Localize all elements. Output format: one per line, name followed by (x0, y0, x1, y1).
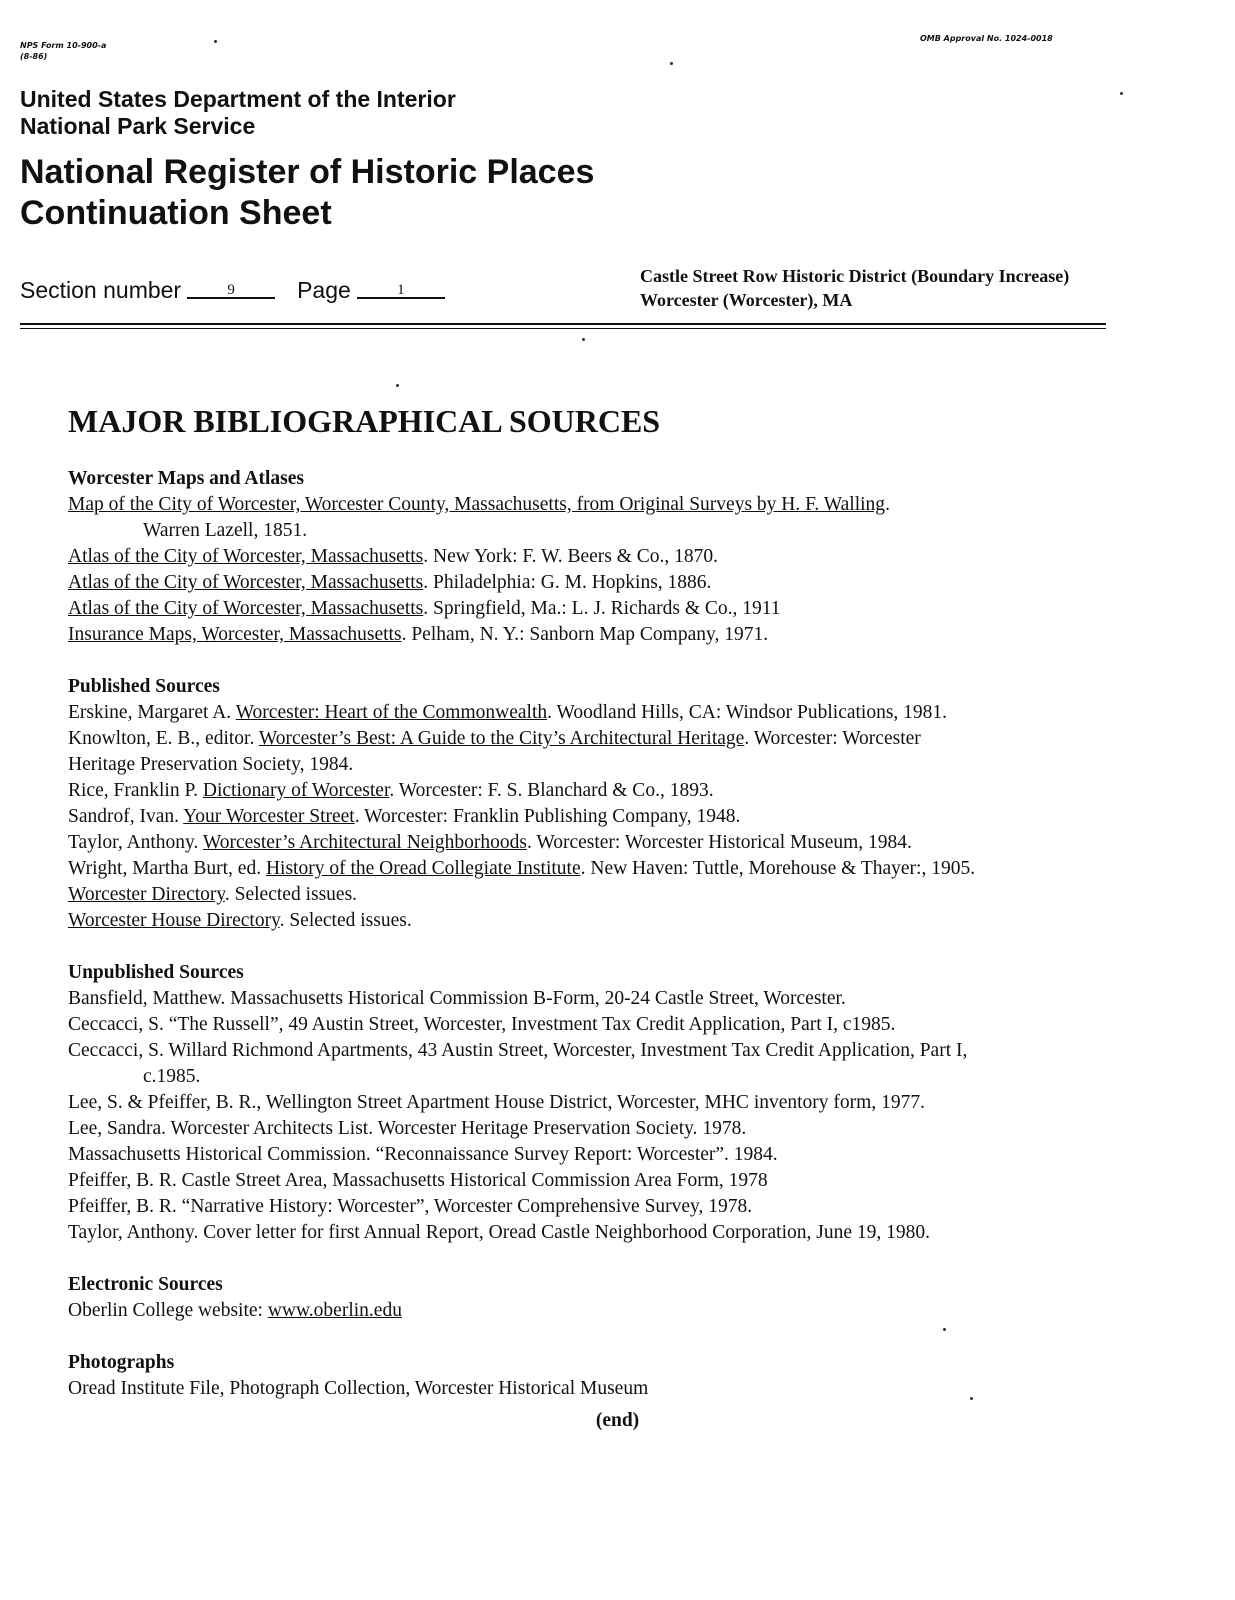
maps-section (68, 466, 1148, 648)
list-item: Pfeiffer, B. R. “Narrative History: Worcester”, Worcester Comprehensive Survey, 1978. (68, 1196, 753, 1217)
form-number (20, 40, 106, 62)
section-heading: Worcester Maps and Atlases (68, 468, 304, 489)
list-item: Ceccacci, S. “The Russell”, 49 Austin Street, Worcester, Investment Tax Credit Application, Part I, c1985. (68, 1014, 896, 1035)
list-item: Erskine, Margaret A. Worcester: Heart of the Commonwealth. Woodland Hills, CA: Windsor Publications, 1981. (68, 702, 948, 723)
scan-speck (970, 1397, 973, 1400)
section-heading: Unpublished Sources (68, 962, 244, 983)
section-page-row (20, 277, 445, 304)
header-rule-thin (20, 328, 1106, 329)
scan-speck (1120, 92, 1123, 95)
citation-title: Atlas of the City of Worcester, Massachusetts (68, 572, 424, 593)
form-title-line1: National Register of Historic Places (20, 153, 595, 191)
form-number-line2: (8-86) (20, 52, 48, 61)
list-item: Lee, Sandra. Worcester Architects List. Worcester Heritage Preservation Society. 1978. (68, 1118, 747, 1139)
list-item: Ceccacci, S. Willard Richmond Apartments, 43 Austin Street, Worcester, Investment Tax Credit Application, Part I, (68, 1040, 968, 1061)
unpublished-section (68, 960, 1148, 1246)
list-item: Lee, S. & Pfeiffer, B. R., Wellington Street Apartment House District, Worcester, MHC inventory form, 1977. (68, 1092, 925, 1113)
agency-name: National Park Service (20, 113, 256, 139)
list-item: Map of the City of Worcester, Worcester County, Massachusetts, from Original Surveys by H. F. Walling. (68, 494, 890, 515)
list-item: Taylor, Anthony. Cover letter for first Annual Report, Oread Castle Neighborhood Corporation, June 19, 1980. (68, 1222, 931, 1243)
list-item: Rice, Franklin P. Dictionary of Worcester. Worcester: F. S. Blanchard & Co., 1893. (68, 780, 714, 801)
omb-approval: OMB Approval No. 1024-0018 (920, 34, 1053, 43)
citation-title: History of the Oread Collegiate Institute (265, 858, 581, 879)
citation-title: Map of the City of Worcester, Worcester County, Massachusetts, from Original Surveys by H. F. Walling (68, 494, 886, 515)
list-item: Atlas of the City of Worcester, Massachusetts. Springfield, Ma.: L. J. Richards & Co., 1911 (68, 598, 781, 619)
property-name: Castle Street Row Historic District (Boundary Increase) (640, 266, 1070, 286)
section-heading: Electronic Sources (68, 1274, 223, 1295)
list-item: Oread Institute File, Photograph Collection, Worcester Historical Museum (68, 1378, 649, 1399)
form-title-line2: Continuation Sheet (20, 194, 332, 232)
citation-title: Worcester House Directory (68, 910, 280, 931)
list-item-continuation: c.1985. (143, 1066, 201, 1087)
page-title: MAJOR BIBLIOGRAPHICAL SOURCES (68, 403, 661, 439)
citation-title: Worcester’s Best: A Guide to the City’s Architectural Heritage (258, 728, 745, 749)
citation-title: Worcester’s Architectural Neighborhoods (202, 832, 527, 853)
department-name: United States Department of the Interior (20, 86, 456, 112)
list-item: Oberlin College website: www.oberlin.edu (68, 1300, 402, 1321)
section-number-value: 9 (187, 283, 275, 299)
property-location: Worcester (Worcester), MA (640, 290, 853, 310)
list-item: Atlas of the City of Worcester, Massachusetts. Philadelphia: G. M. Hopkins, 1886. (68, 572, 712, 593)
list-item: Taylor, Anthony. Worcester’s Architectural Neighborhoods. Worcester: Worcester Historical Museum, 1984. (68, 832, 912, 853)
citation-title: Insurance Maps, Worcester, Massachusetts (68, 624, 402, 645)
department-block (20, 86, 456, 140)
list-item: Sandrof, Ivan. Your Worcester Street. Worcester: Franklin Publishing Company, 1948. (68, 806, 741, 827)
website-link[interactable]: www.oberlin.edu (267, 1300, 402, 1321)
electronic-section (68, 1272, 1148, 1324)
header-rule-thick (20, 323, 1106, 325)
end-marker: (end) (595, 1410, 640, 1431)
scan-speck (396, 384, 399, 387)
scan-speck (670, 62, 673, 65)
published-section (68, 674, 1148, 934)
citation-title: Worcester: Heart of the Commonwealth (235, 702, 548, 723)
list-item: Insurance Maps, Worcester, Massachusetts. Pelham, N. Y.: Sanborn Map Company, 1971. (68, 624, 769, 645)
bibliography-body (68, 466, 1148, 1428)
property-name-block (640, 264, 1069, 312)
list-item-continuation: Heritage Preservation Society, 1984. (68, 754, 354, 775)
list-item: Worcester House Directory. Selected issues. (68, 910, 412, 931)
list-item: Bansfield, Matthew. Massachusetts Historical Commission B-Form, 20-24 Castle Street, Worcester. (68, 988, 846, 1009)
scan-speck (214, 40, 217, 43)
citation-title: Atlas of the City of Worcester, Massachusetts (68, 546, 424, 567)
section-heading: Published Sources (68, 676, 220, 697)
list-item-continuation: Warren Lazell, 1851. (143, 520, 308, 541)
photographs-section (68, 1350, 1148, 1402)
section-number-label: Section number (20, 277, 182, 303)
page-label: Page (297, 277, 351, 303)
list-item: Atlas of the City of Worcester, Massachusetts. New York: F. W. Beers & Co., 1870. (68, 546, 719, 567)
list-item: Wright, Martha Burt, ed. History of the Oread Collegiate Institute. New Haven: Tuttle, Morehouse & Thayer:, 1905. (68, 858, 976, 879)
list-item: Worcester Directory. Selected issues. (68, 884, 358, 905)
citation-title: Your Worcester Street (183, 806, 355, 827)
list-item: Pfeiffer, B. R. Castle Street Area, Massachusetts Historical Commission Area Form, 1978 (68, 1170, 768, 1191)
form-title (20, 152, 594, 234)
scan-speck (582, 338, 585, 341)
citation-title: Dictionary of Worcester (202, 780, 390, 801)
form-number-line1: NPS Form 10-900-a (20, 41, 107, 50)
page-number-value: 1 (357, 283, 445, 299)
citation-title: Worcester Directory (68, 884, 225, 905)
section-heading: Photographs (68, 1352, 175, 1373)
scan-speck (943, 1328, 946, 1331)
citation-title: Atlas of the City of Worcester, Massachusetts (68, 598, 424, 619)
list-item: Knowlton, E. B., editor. Worcester’s Best: A Guide to the City’s Architectural Heritage. Worcester: Worcester (68, 728, 921, 749)
list-item: Massachusetts Historical Commission. “Reconnaissance Survey Report: Worcester”. 1984. (68, 1144, 778, 1165)
